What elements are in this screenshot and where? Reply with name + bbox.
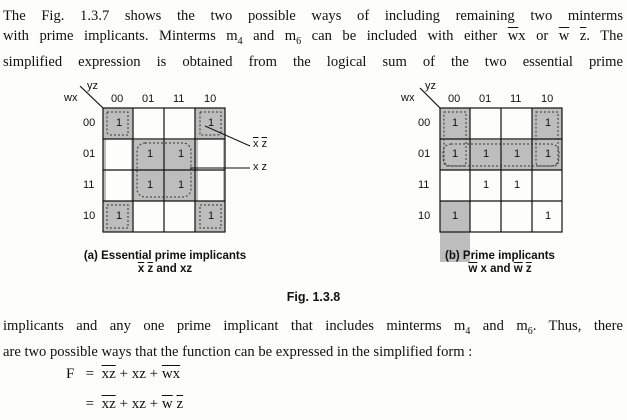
kmap-a-cell: 1 — [208, 210, 215, 222]
kmap-a-cell: 1 — [116, 117, 123, 129]
kmap-a-row-head: 11 — [83, 179, 95, 191]
kmap-b-cell: 1 — [514, 179, 521, 191]
kmap-a-cell: 1 — [147, 179, 154, 191]
outro-line-2: are two possible ways that the function can be expressed in the simplified form : — [3, 343, 473, 360]
kmap-b-row-head: 11 — [418, 179, 430, 191]
kmap-a-col-head: 00 — [111, 93, 124, 105]
figure-label: Fig. 1.3.8 — [286, 290, 341, 304]
kmap-b-cell: 1 — [514, 148, 521, 160]
kmap-b-var-rows: wx — [401, 92, 415, 104]
kmap-a-var-cols: yz — [87, 80, 98, 92]
kmap-a-col-head: 10 — [204, 93, 217, 105]
kmap-a-cell: 1 — [208, 117, 215, 129]
kmap-b-cell: 1 — [483, 148, 490, 160]
kmap-a-row-head: 01 — [83, 148, 96, 160]
kmap-b-cell: 1 — [483, 179, 490, 191]
kmap-a-annot-xz-bar: $\overline{x}$ $\overline{z}$ — [253, 138, 268, 150]
kmap-b-cell: 1 — [545, 148, 552, 160]
kmap-b-col-head: 01 — [479, 93, 492, 105]
intro-line-2: with prime implicants. Minterms $m_4$ and $m_6$ can be included with either $\overline{w}x$ or $\overline{w}$ $\overline{z}$. The — [3, 28, 623, 47]
kmap-a-cell: 1 — [147, 148, 154, 160]
kmap-b-cell: 1 — [452, 148, 459, 160]
kmap-a-row-head: 00 — [83, 117, 96, 129]
kmap-a-row-head: 10 — [83, 210, 96, 222]
outro-line-1: implicants and any one prime implicant that includes minterms $m_4$ and $m_6$. Thus, there — [3, 318, 623, 337]
kmap-b-grid — [420, 88, 562, 262]
kmap-a-col-head: 11 — [173, 93, 185, 105]
kmap-b-col-head: 10 — [541, 93, 554, 105]
kmap-b-cell: 1 — [545, 210, 552, 222]
kmap-a-var-rows: wx — [64, 92, 78, 104]
kmap-a-cell: 1 — [178, 179, 185, 191]
kmap-a-cell: 1 — [178, 148, 185, 160]
kmap-a-col-head: 01 — [142, 93, 155, 105]
kmap-b-var-cols: yz — [425, 80, 436, 92]
kmap-b-cell: 1 — [452, 210, 459, 222]
kmap-b-col-head: 00 — [448, 93, 461, 105]
equation-1: F = $\overline{xz}$ + xz + $\overline{wx}$ — [66, 366, 181, 382]
kmap-b-cell: 1 — [452, 117, 459, 129]
kmap-a-grid — [80, 86, 250, 232]
kmap-b-col-head: 11 — [510, 93, 522, 105]
kmap-b-row-head: 10 — [418, 210, 431, 222]
kmap-b-caption: (b) Prime implicants $\overline{w}$ x and $\overline{w}$ $\overline{z}$ — [445, 250, 555, 275]
kmap-a-cell: 1 — [116, 210, 123, 222]
kmap-b-row-head: 01 — [418, 148, 431, 160]
intro-line-1: The Fig. 1.3.7 shows the two possible ways of including remaining two minterms — [3, 8, 623, 24]
outro-paragraph — [3, 316, 623, 362]
equation-2: = $\overline{xz}$ + xz + $\overline{w}$ $\overline{z}$ — [85, 396, 184, 412]
kmap-a-annot-xz: x z — [253, 161, 268, 173]
kmap-b-cell: 1 — [545, 117, 552, 129]
kmap-b-row-head: 00 — [418, 117, 431, 129]
kmap-a-caption: (a) Essential prime implicants $\overline{x}$ $\overline{z}$ and xz — [83, 250, 247, 275]
intro-line-3: simplified expression is obtained from the logical sum of the two essential prime — [3, 53, 623, 70]
